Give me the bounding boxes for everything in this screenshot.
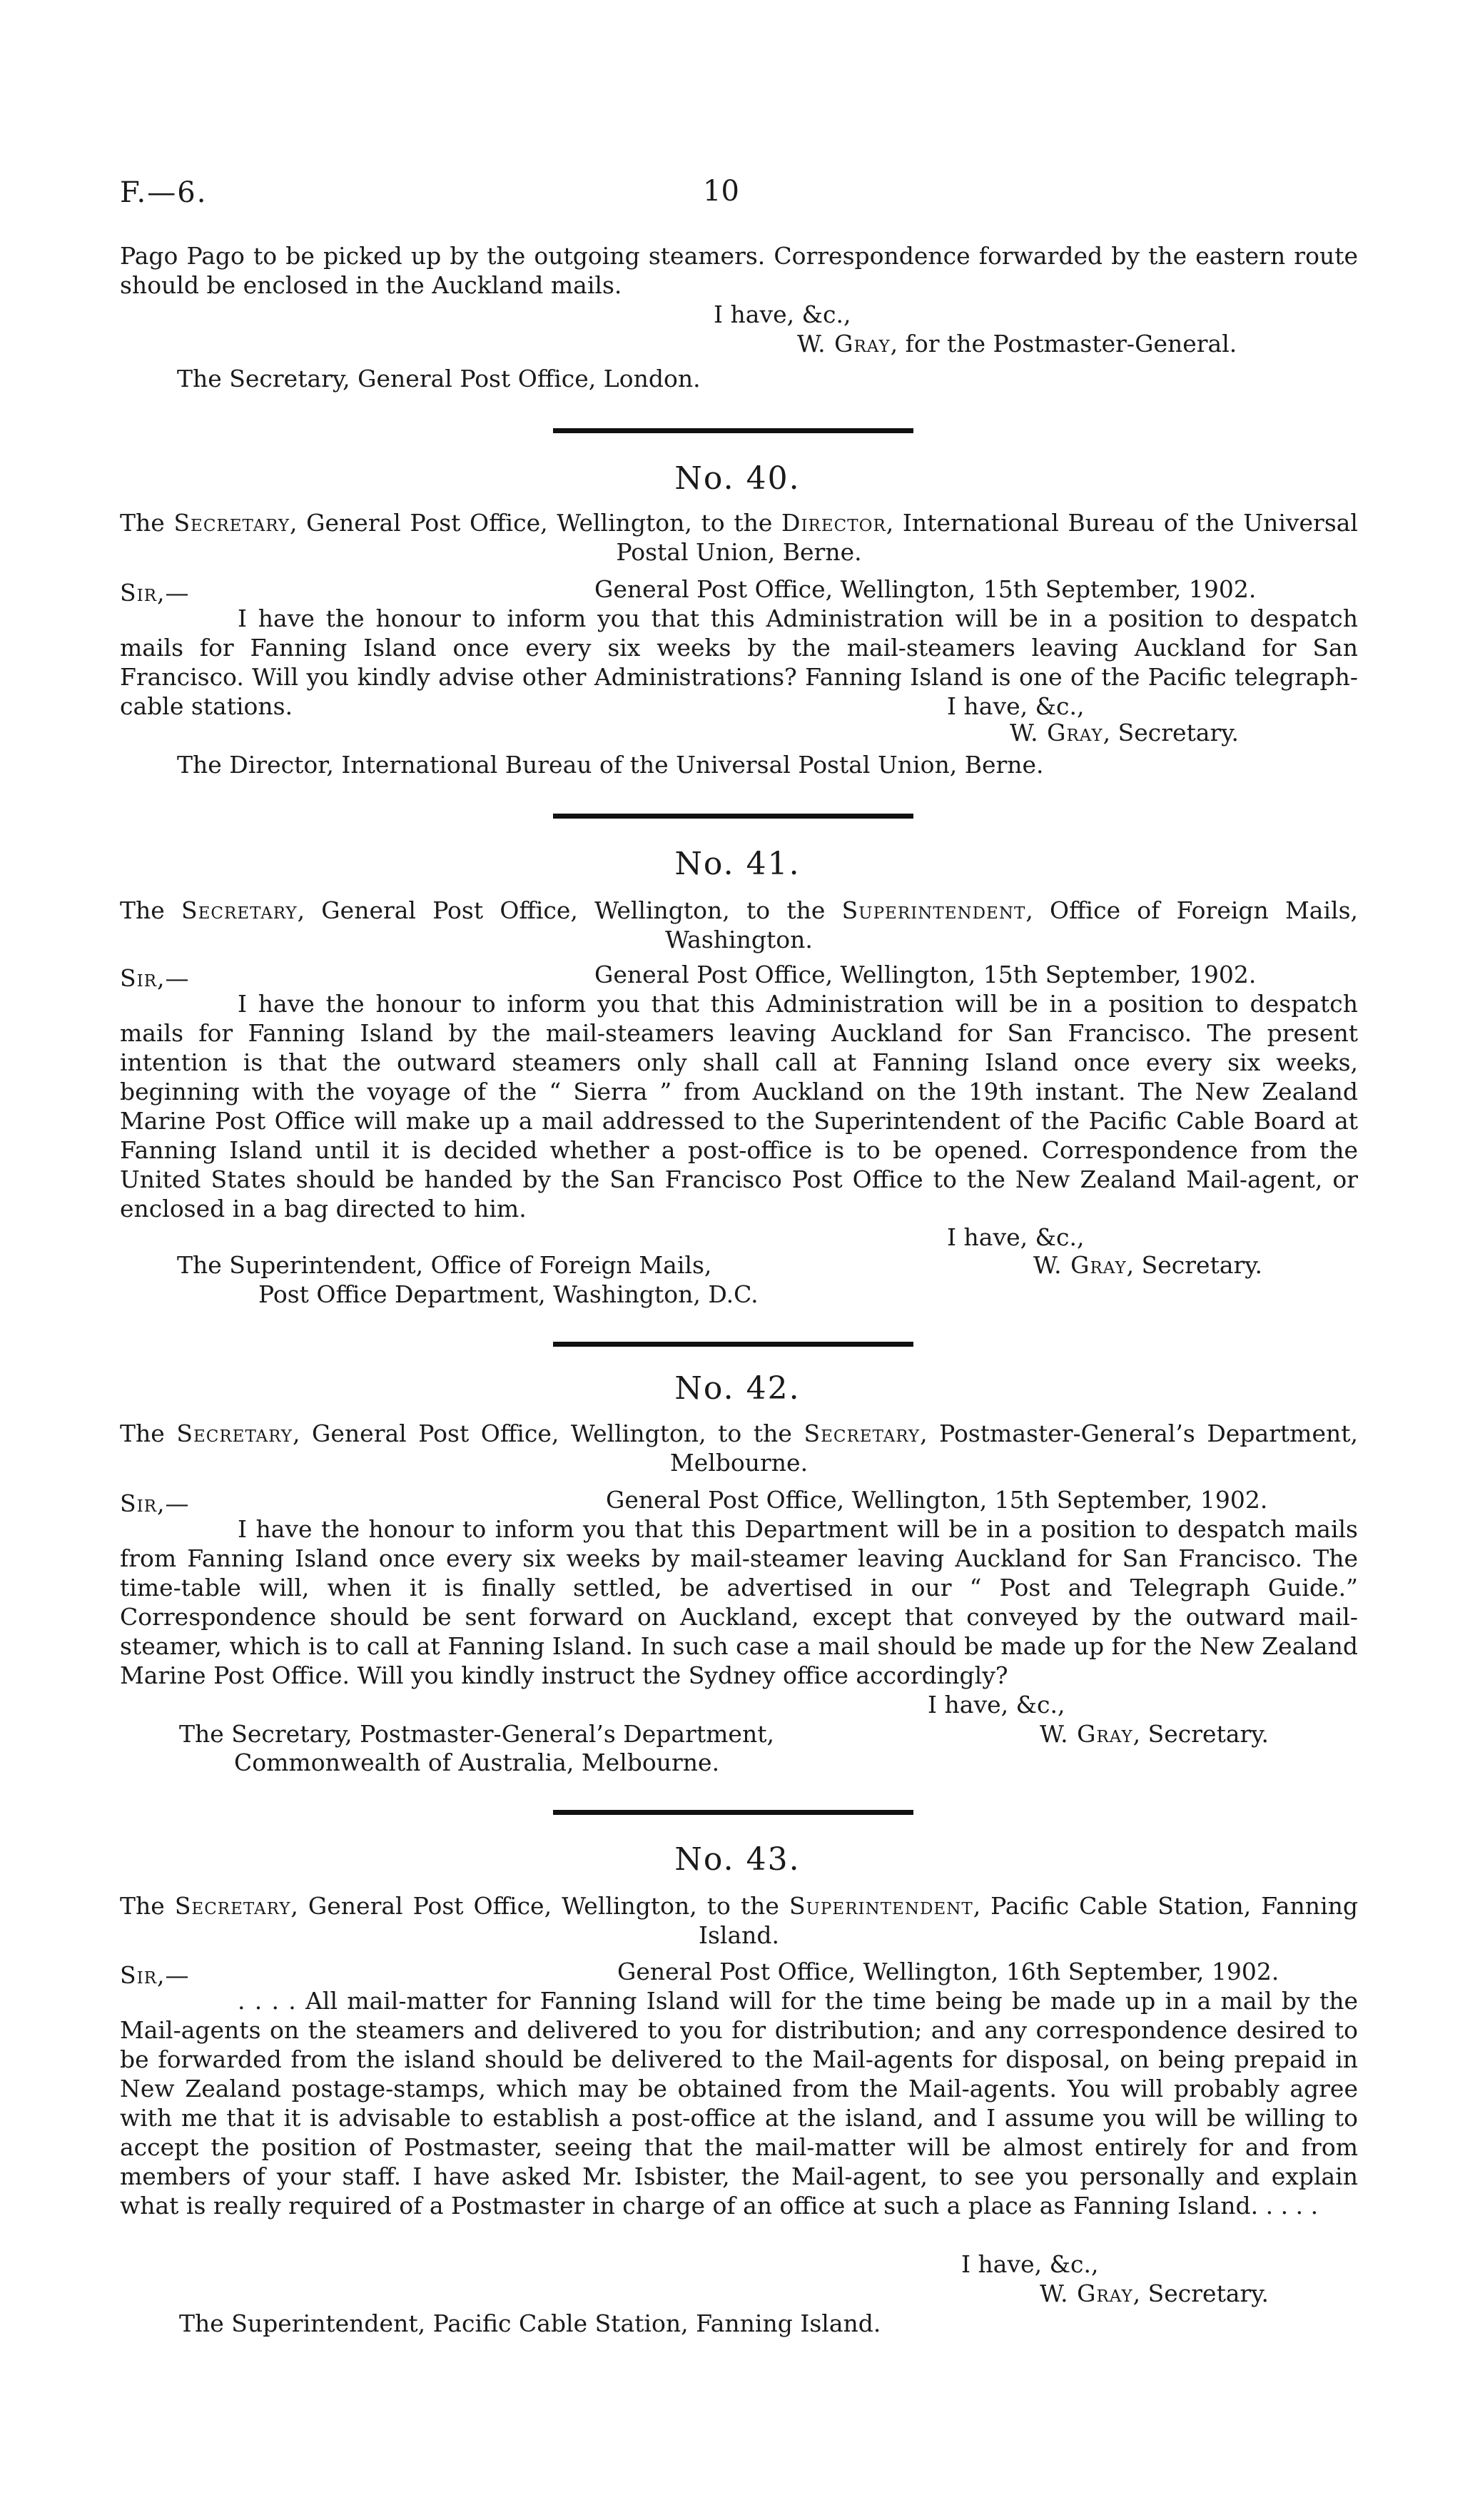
letter-closing: I have, &c., (928, 1691, 1065, 1719)
section-divider (553, 1810, 913, 1815)
letter-addressee-line1: The Superintendent, Office of Foreign Mails, (177, 1251, 712, 1279)
heading-to: Superintendent (789, 1892, 973, 1920)
heading-mid: , General Post Office, Wellington, to the (290, 1892, 789, 1920)
heading-to-rest: , Pacific Cable Station, Fanning Island. (698, 1892, 1358, 1949)
letter-number: No. 42. (674, 1370, 801, 1407)
letter-heading: The Secretary, General Post Office, Wellington, to the Superintendent, Pacific Cable Station, Fanning Island. (120, 1892, 1358, 1949)
letter-number: No. 41. (674, 846, 801, 882)
salutation: Sir,— (120, 964, 190, 992)
heading-from: Secretary (174, 1892, 291, 1920)
letter-signature (1040, 2279, 1269, 2308)
letter-number: No. 43. (674, 1841, 801, 1878)
signature-suffix: , for the Postmaster-General. (890, 330, 1237, 358)
letter-addressee-line2: Post Office Department, Washington, D.C. (258, 1280, 759, 1308)
page-number: 10 (703, 175, 739, 208)
heading-mid: , General Post Office, Wellington, to the (297, 896, 842, 924)
signature-name: W. Gray (1033, 1251, 1127, 1279)
signature-name: W. Gray (1040, 2279, 1133, 2307)
heading-from: Secretary (176, 1420, 293, 1447)
letter-signature (1010, 718, 1239, 747)
signature-name: W. Gray (1010, 719, 1103, 747)
letter-addressee-line2: Commonwealth of Australia, Melbourne. (234, 1749, 720, 1776)
heading-to-rest: , International Bureau of the Universal Postal Union, Berne. (616, 509, 1358, 566)
letter-signature (1033, 1250, 1262, 1280)
letter-heading: The Secretary, General Post Office, Wellington, to the Director, International Bureau of the Universal Postal Union, Berne. (120, 509, 1358, 566)
salutation: Sir,— (120, 1489, 190, 1517)
signature-name: W. Gray (797, 330, 891, 358)
heading-mid: , General Post Office, Wellington, to the (292, 1420, 804, 1447)
heading-to: Director (781, 509, 886, 537)
letter-heading: The Secretary, General Post Office, Wellington, to the Superintendent, Office of Foreign Mails, Washington. (120, 896, 1358, 953)
section-divider (553, 814, 913, 819)
dateline: General Post Office, Wellington, 16th September, 1902. (617, 1958, 1279, 1985)
letter-body: I have the honour to inform you that this Department will be in a position to despatch mails from Fanning Island once every six weeks by mail-steamer leaving Auckland for San Francisco. The time-table will, when it is finally settled, be advertised in our “ Post and Telegraph Guide.” Correspondence should be sent forward on Auckland, except that conveyed by the outward mail-steamer, which is to call at Fanning Island. In such case a mail should be made up for the New Zealand Marine Post Office. Will you kindly instruct the Sydney office accordingly? (120, 1515, 1358, 1689)
dateline: General Post Office, Wellington, 15th September, 1902. (606, 1486, 1268, 1514)
dateline: General Post Office, Wellington, 15th September, 1902. (594, 575, 1257, 603)
letter-body: I have the honour to inform you that this Administration will be in a position to despatch mails for Fanning Island by the mail-steamers leaving Auckland for San Francisco. The present intention is that the outward steamers only shall call at Fanning Island once every six weeks, beginning with the voyage of the “ Sierra ” from Auckland on the 19th instant. The New Zealand Marine Post Office will make up a mail addressed to the Superintendent of the Pacific Cable Board at Fanning Island until it is decided whether a post-office is to be opened. Correspondence from the United States should be handed by the San Francisco Post Office to the New Zealand Mail-agent, or enclosed in a bag directed to him. (120, 990, 1358, 1223)
signature-suffix: , Secretary. (1126, 1251, 1263, 1279)
signature-name: W. Gray (1040, 1720, 1133, 1748)
letter-heading: The Secretary, General Post Office, Wellington, to the Secretary, Postmaster-General’s Department, Melbourne. (120, 1420, 1358, 1477)
heading-to: Secretary (804, 1420, 921, 1447)
intro-signature (797, 329, 1237, 358)
letter-closing: I have, &c., (961, 2250, 1099, 2278)
intro-closing: I have, &c., (714, 300, 851, 328)
letter-addressee-line1: The Secretary, Postmaster-General’s Department, (179, 1720, 774, 1748)
heading-from: Secretary (181, 896, 298, 924)
signature-suffix: , Secretary. (1103, 719, 1240, 747)
salutation: Sir,— (120, 579, 190, 607)
letter-number: No. 40. (674, 460, 801, 497)
signature-suffix: , Secretary. (1132, 2279, 1269, 2307)
heading-to-rest: , Office of Foreign Mails, Washington. (665, 896, 1358, 953)
letter-body: . . . . All mail-matter for Fanning Island will for the time being be made up in a mail by the Mail-agents on the steamers and delivered to you for distribution; and any correspondence desired to be forwarded from the island should be delivered to the Mail-agents for disposal, on being prepaid in New Zealand postage-stamps, which may be obtained from the Mail-agents. You will probably agree with me that it is advisable to establish a post-office at the island, and I assume you will be willing to accept the position of Postmaster, seeing that the mail-matter will be almost entirely for and from members of your staff. I have asked Mr. Isbister, the Mail-agent, to see you personally and explain what is really required of a Postmaster in charge of an office at such a place as Fanning Island. . . . . (120, 1987, 1358, 2220)
salutation: Sir,— (120, 1961, 190, 1989)
heading-from: Secretary (173, 509, 290, 537)
document-reference: F.—6. (120, 176, 208, 209)
heading-mid: , General Post Office, Wellington, to the (290, 509, 781, 537)
letter-closing: I have, &c., (947, 1223, 1085, 1251)
dateline: General Post Office, Wellington, 15th September, 1902. (594, 961, 1257, 988)
heading-to-rest: , Postmaster-General’s Department, Melbourne. (669, 1420, 1358, 1477)
letter-addressee: The Director, International Bureau of the Universal Postal Union, Berne. (177, 751, 1044, 779)
heading-to: Superintendent (841, 896, 1026, 924)
letter-body: I have the honour to inform you that this Administration will be in a position to despatch mails for Fanning Island once every six weeks by the mail-steamers leaving Auckland for San Francisco. Will you kindly advise other Administrations? Fanning Island is one of the Pacific telegraph-cable stations. (120, 604, 1358, 720)
letter-signature (1040, 1719, 1269, 1749)
intro-paragraph: Pago Pago to be picked up by the outgoing steamers. Correspondence forwarded by the eastern route should be enclosed in the Auckland mails. (120, 242, 1358, 299)
letter-addressee: The Superintendent, Pacific Cable Station, Fanning Island. (179, 2309, 881, 2337)
signature-suffix: , Secretary. (1132, 1720, 1269, 1748)
letter-closing: I have, &c., (947, 692, 1085, 720)
section-divider (553, 1342, 913, 1347)
intro-addressee: The Secretary, General Post Office, London. (177, 365, 701, 393)
section-divider (553, 428, 913, 433)
